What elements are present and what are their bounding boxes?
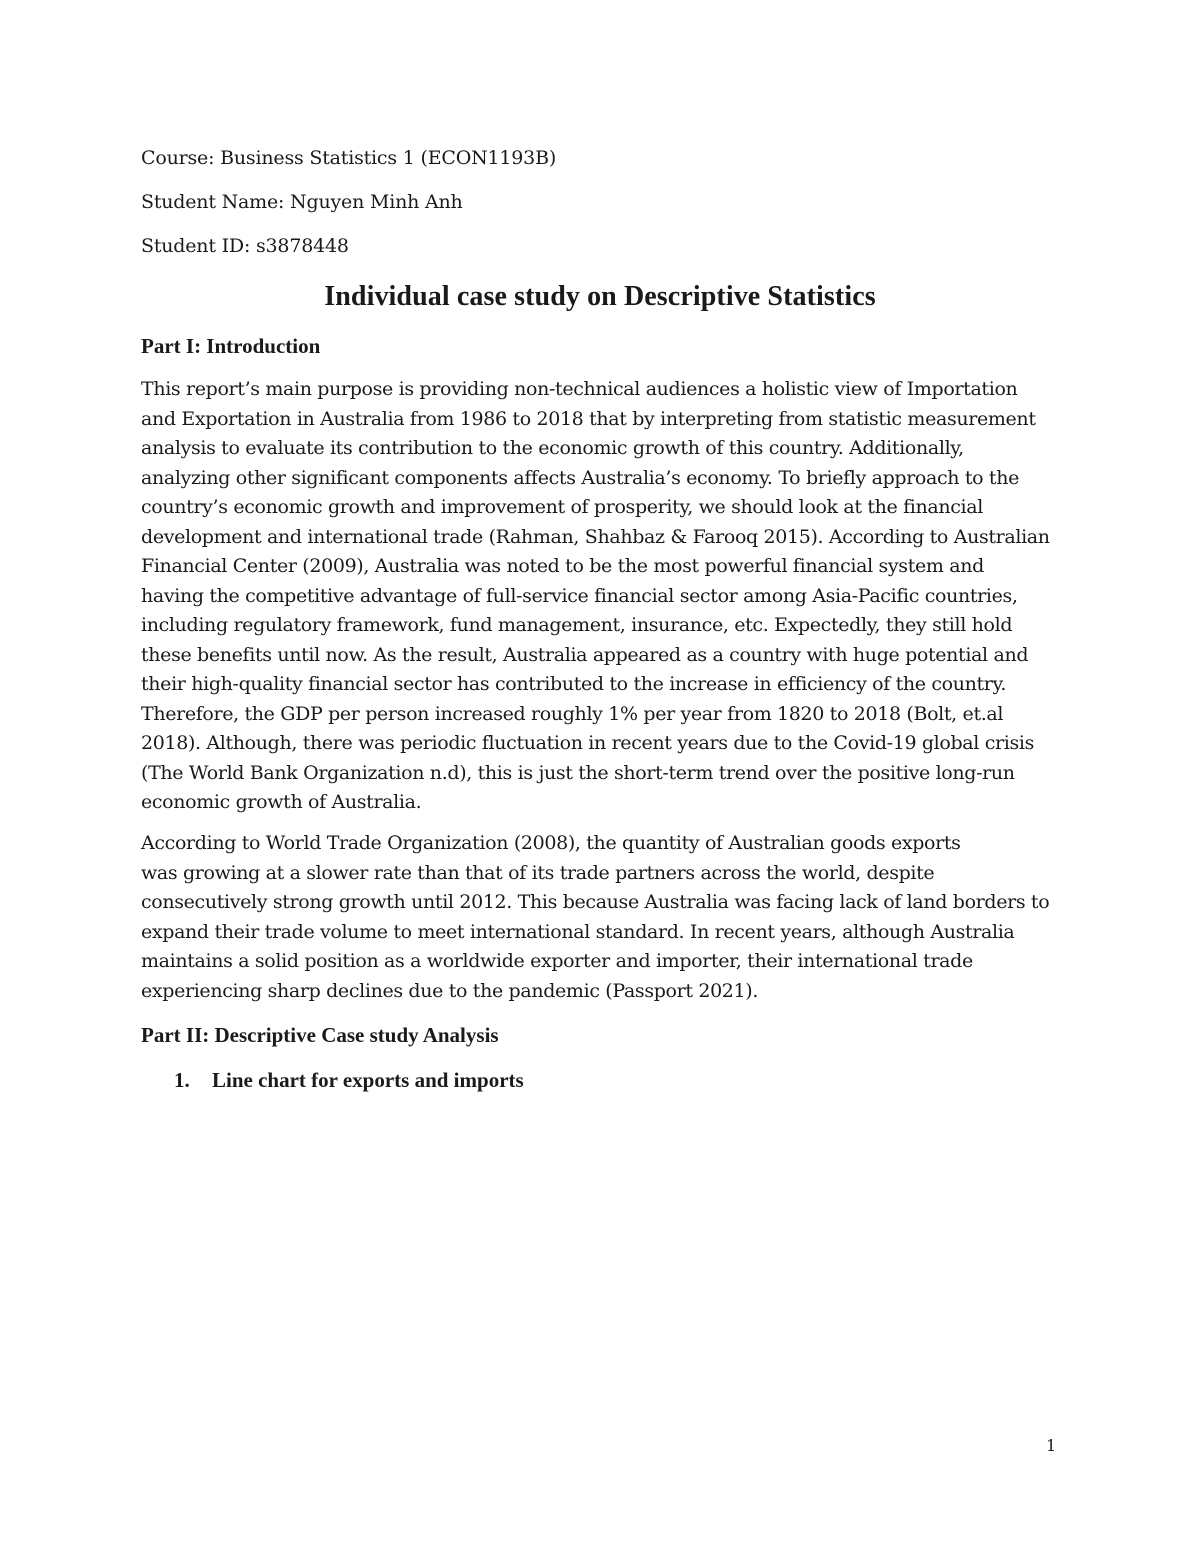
paragraph-line: According to World Trade Organization (2008), the quantity of Australian goods exports — [141, 832, 961, 854]
list-item — [174, 1067, 524, 1093]
paragraph-line: analysis to evaluate its contribution to the economic growth of this country. Additionally, — [141, 437, 964, 459]
paragraph-line: experiencing sharp declines due to the pandemic (Passport 2021). — [141, 979, 759, 1002]
paragraph-line: (The World Bank Organization n.d), this is just the short-term trend over the positive long-run — [141, 761, 1015, 784]
paragraph-line: Financial Center (2009), Australia was noted to be the most powerful financial system and — [141, 555, 984, 577]
list-item-number: 1. — [174, 1068, 190, 1092]
intro-paragraph-2 — [141, 829, 1071, 1006]
paragraph-line: This report’s main purpose is providing non-technical audiences a holistic view of Importation — [141, 378, 1018, 400]
part1-heading: Part I: Introduction — [141, 334, 321, 358]
paragraph-line: having the competitive advantage of full-service financial sector among Asia-Pacific countries, — [141, 584, 1018, 607]
part2-heading: Part II: Descriptive Case study Analysis — [141, 1023, 499, 1047]
list-item-label: Line chart for exports and imports — [212, 1068, 524, 1092]
paragraph-line: consecutively strong growth until 2012. This because Australia was facing lack of land borders to — [141, 891, 1050, 913]
paragraph-line: and Exportation in Australia from 1986 to 2018 that by interpreting from statistic measurement — [141, 407, 1036, 430]
intro-paragraph-1 — [141, 375, 1071, 818]
paragraph-line: expand their trade volume to meet international standard. In recent years, although Australia — [141, 920, 1015, 943]
paragraph-line: analyzing other significant components affects Australia’s economy. To briefly approach to the — [141, 466, 1019, 489]
paragraph-line: country’s economic growth and improvement of prosperity, we should look at the financial — [141, 496, 983, 518]
course-line: Course: Business Statistics 1 (ECON1193B) — [141, 147, 557, 169]
paragraph-line: economic growth of Australia. — [141, 791, 422, 813]
paragraph-line: development and international trade (Rahman, Shahbaz & Farooq 2015). According to Australian — [141, 525, 1050, 548]
student-id-line: Student ID: s3878448 — [141, 235, 349, 257]
page-number: 1 — [1046, 1436, 1057, 1455]
paragraph-line: maintains a solid position as a worldwide exporter and importer, their international trade — [141, 950, 973, 972]
paragraph-line: Therefore, the GDP per person increased roughly 1% per year from 1820 to 2018 (Bolt, et.al — [141, 702, 1004, 725]
paragraph-line: including regulatory framework, fund management, insurance, etc. Expectedly, they still hold — [141, 614, 1013, 636]
paragraph-line: these benefits until now. As the result, Australia appeared as a country with huge potential and — [141, 643, 1029, 666]
paragraph-line: 2018). Although, there was periodic fluctuation in recent years due to the Covid-19 global crisis — [141, 732, 1034, 754]
document-title: Individual case study on Descriptive Statistics — [324, 281, 876, 312]
student-name-line: Student Name: Nguyen Minh Anh — [141, 191, 463, 213]
paragraph-line: was growing at a slower rate than that of its trade partners across the world, despite — [141, 861, 935, 884]
paragraph-line: their high-quality financial sector has contributed to the increase in efficiency of the country. — [141, 673, 1007, 695]
